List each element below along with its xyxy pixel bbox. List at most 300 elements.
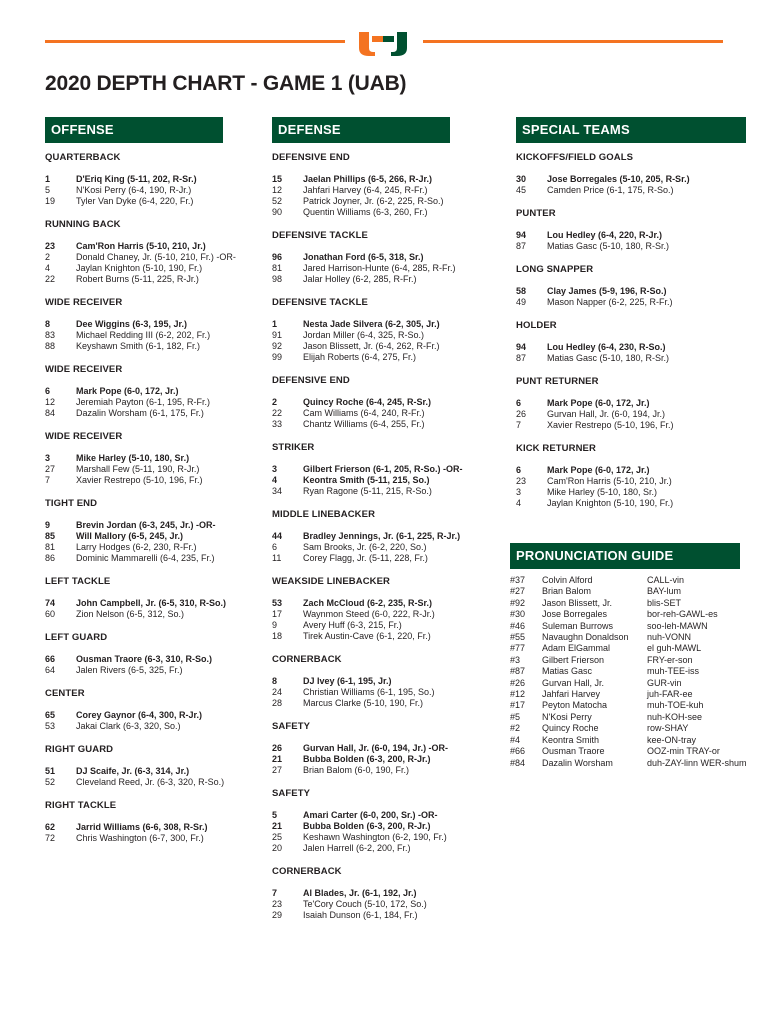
position-group: [272, 297, 450, 363]
player-number: 21: [272, 821, 283, 831]
player-row: [516, 420, 746, 431]
position-group: [272, 442, 463, 497]
pronunciation-phonetic: kee-ON-tray: [647, 734, 697, 745]
player-info: Zach McCloud (6-2, 235, R-Sr.): [303, 598, 433, 608]
player-info: Gilbert Frierson (6-1, 205, R-So.) -OR-: [303, 464, 463, 474]
player-row: [272, 910, 450, 921]
player-row: [45, 654, 223, 665]
player-row: [45, 710, 223, 721]
player-row: [516, 465, 746, 476]
player-number: 12: [45, 397, 56, 407]
pronunciation-number: #30: [510, 609, 526, 620]
player-row: [272, 832, 450, 843]
pronunciation-phonetic: juh-FAR-ee: [647, 689, 693, 700]
pronunciation-row: [510, 609, 740, 620]
header-rule-left: [45, 40, 345, 43]
player-info: Dazalin Worsham (6-1, 175, Fr.): [76, 408, 204, 418]
pronunciation-number: #87: [510, 666, 526, 677]
player-info: Brian Balom (6-0, 190, Fr.): [303, 765, 410, 775]
player-info: Chris Washington (6-7, 300, Fr.): [76, 833, 204, 843]
player-row: [516, 398, 746, 409]
player-number: 8: [272, 676, 278, 686]
pronunciation-phonetic: muh-TOE-kuh: [647, 700, 704, 711]
player-row: [45, 408, 223, 419]
position-group: [272, 721, 450, 776]
special-teams-groups: [516, 152, 746, 509]
pronunciation-number: #37: [510, 575, 526, 585]
offense-groups: [45, 152, 236, 844]
position-group: [272, 375, 450, 430]
player-number: 23: [516, 476, 527, 486]
pronunciation-player: Adam ElGammal: [542, 643, 611, 654]
player-info: Te'Cory Couch (5-10, 172, So.): [303, 899, 427, 909]
pronunciation-player: Ousman Traore: [542, 746, 605, 757]
player-number: 81: [272, 263, 283, 273]
position-group: [45, 800, 223, 844]
player-number: 84: [45, 408, 56, 418]
position-name: MIDDLE LINEBACKER: [272, 509, 376, 520]
player-number: 34: [272, 486, 283, 496]
player-row: [516, 487, 746, 498]
player-info: Will Mallory (6-5, 245, Jr.): [76, 531, 183, 541]
player-number: 25: [272, 832, 283, 842]
position-group: [516, 264, 746, 308]
player-number: 65: [45, 710, 56, 720]
player-info: Al Blades, Jr. (6-1, 192, Jr.): [303, 888, 417, 898]
player-info: Dominic Mammarelli (6-4, 235, Fr.): [76, 553, 215, 563]
player-info: Keyshawn Smith (6-1, 182, Fr.): [76, 341, 201, 351]
player-number: 99: [272, 352, 283, 362]
position-name: DEFENSIVE TACKLE: [272, 230, 368, 241]
player-number: 3: [272, 464, 278, 474]
player-row: [45, 319, 223, 330]
player-number: 11: [272, 553, 282, 563]
position-group: [272, 654, 450, 709]
position-name: LEFT TACKLE: [45, 576, 111, 587]
pronunciation-phonetic: CALL-vin: [647, 575, 685, 585]
position-name: CENTER: [45, 688, 85, 699]
pronunciation-phonetic: FRY-er-son: [647, 654, 693, 665]
player-info: Jeremiah Payton (6-1, 195, R-Fr.): [76, 397, 211, 407]
player-row: [272, 743, 450, 754]
position-name: STRIKER: [272, 442, 315, 453]
pronunciation-phonetic: nuh-VONN: [647, 632, 692, 643]
player-info: Lou Hedley (6-4, 220, R-Jr.): [547, 230, 663, 240]
position-group: [45, 744, 223, 788]
player-number: 53: [45, 721, 56, 731]
player-number: 64: [45, 665, 56, 675]
player-number: 9: [45, 520, 51, 530]
player-row: [45, 520, 223, 531]
player-info: Keshawn Washington (6-2, 190, Fr.): [303, 832, 447, 842]
pronunciation-phonetic: soo-leh-MAWN: [647, 620, 708, 631]
pronunciation-player: Suleman Burrows: [542, 620, 614, 631]
player-row: [45, 196, 223, 207]
player-row: [45, 397, 223, 408]
player-row: [272, 698, 450, 709]
player-info: Zion Nelson (6-5, 312, So.): [76, 609, 185, 619]
position-group: [45, 576, 227, 620]
player-number: 45: [516, 185, 527, 195]
player-info: Bubba Bolden (6-3, 200, R-Jr.): [303, 754, 431, 764]
player-number: 4: [272, 475, 278, 485]
player-number: 5: [45, 185, 51, 195]
player-row: [45, 542, 223, 553]
position-name: QUARTERBACK: [45, 152, 121, 163]
player-number: 7: [45, 475, 51, 485]
position-name: CORNERBACK: [272, 654, 342, 665]
pronunciation-player: Matias Gasc: [542, 666, 593, 677]
player-number: 2: [45, 252, 51, 262]
pronunciation-row: [510, 655, 740, 666]
pronunciation-row: [510, 621, 740, 632]
player-info: Keontra Smith (5-11, 215, So.): [303, 475, 430, 485]
player-row: [45, 777, 223, 788]
player-row: [272, 207, 450, 218]
player-row: [272, 419, 450, 430]
player-number: 52: [272, 196, 283, 206]
player-info: Mason Napper (6-2, 225, R-Fr.): [547, 297, 673, 307]
player-row: [272, 185, 450, 196]
pronunciation-player: Jose Borregales: [542, 609, 608, 620]
player-row: [516, 230, 746, 241]
pronunciation-number: #3: [510, 654, 521, 665]
player-info: D'Eriq King (5-11, 202, R-Sr.): [76, 174, 197, 184]
player-info: Mike Harley (5-10, 180, Sr.): [76, 453, 190, 463]
position-name: DEFENSIVE TACKLE: [272, 297, 368, 308]
player-info: Donald Chaney, Jr. (5-10, 210, Fr.) -OR-: [76, 252, 236, 262]
player-row: [272, 352, 450, 363]
player-number: 30: [516, 174, 527, 184]
player-number: 20: [272, 843, 283, 853]
player-info: Nesta Jade Silvera (6-2, 305, Jr.): [303, 319, 440, 329]
position-group: [272, 509, 461, 564]
player-row: [45, 252, 236, 263]
position-group: [516, 320, 746, 364]
pronunciation-row: [510, 598, 740, 609]
position-name: RIGHT TACKLE: [45, 800, 117, 811]
player-info: Dee Wiggins (6-3, 195, Jr.): [76, 319, 187, 329]
player-number: 87: [516, 241, 527, 251]
pronunciation-number: #55: [510, 632, 526, 643]
position-group: [516, 443, 746, 509]
player-number: 49: [516, 297, 527, 307]
player-number: 66: [45, 654, 56, 664]
pronunciation-row: [510, 632, 740, 643]
player-info: Matias Gasc (5-10, 180, R-Sr.): [547, 241, 670, 251]
position-name: DEFENSIVE END: [272, 152, 350, 163]
pronunciation-number: #5: [510, 711, 521, 722]
player-number: 24: [272, 687, 283, 697]
player-number: 1: [272, 319, 278, 329]
pronunciation-number: #4: [510, 734, 521, 745]
pronunciation-row: [510, 746, 740, 757]
player-info: DJ Ivey (6-1, 195, Jr.): [303, 676, 392, 686]
offense-column: [45, 117, 236, 856]
player-info: Elijah Roberts (6-4, 275, Fr.): [303, 352, 417, 362]
player-info: Lou Hedley (6-4, 230, R-So.): [547, 342, 666, 352]
player-info: Tirek Austin-Cave (6-1, 220, Fr.): [303, 631, 431, 641]
player-info: N'Kosi Perry (6-4, 190, R-Jr.): [76, 185, 192, 195]
player-info: Jalen Harrell (6-2, 200, Fr.): [303, 843, 411, 853]
player-number: 1: [45, 174, 51, 184]
player-row: [45, 766, 223, 777]
player-number: 27: [45, 464, 56, 474]
player-number: 94: [516, 230, 527, 240]
player-number: 6: [272, 542, 278, 552]
position-name: DEFENSIVE END: [272, 375, 350, 386]
player-number: 52: [45, 777, 56, 787]
player-info: Jaelan Phillips (6-5, 266, R-Jr.): [303, 174, 433, 184]
player-row: [45, 609, 223, 620]
player-info: Bradley Jennings, Jr. (6-1, 225, R-Jr.): [303, 531, 461, 541]
player-info: DJ Scaife, Jr. (6-3, 314, Jr.): [76, 766, 190, 776]
player-number: 12: [272, 185, 283, 195]
player-number: 4: [45, 263, 51, 273]
player-info: Cleveland Reed, Jr. (6-3, 320, R-So.): [76, 777, 225, 787]
pronunciation-player: Jahfari Harvey: [542, 689, 601, 700]
player-row: [272, 319, 450, 330]
position-group: [516, 376, 746, 431]
player-info: Corey Flagg, Jr. (5-11, 228, Fr.): [303, 553, 428, 563]
position-group: [45, 632, 223, 676]
player-row: [272, 687, 450, 698]
player-info: Jordan Miller (6-4, 325, R-So.): [303, 330, 425, 340]
position-name: LONG SNAPPER: [516, 264, 594, 275]
player-number: 85: [45, 531, 56, 541]
defense-groups: [272, 152, 463, 921]
player-number: 28: [272, 698, 283, 708]
player-info: Cam'Ron Harris (5-10, 210, Jr.): [547, 476, 672, 486]
player-info: Chantz Williams (6-4, 255, Fr.): [303, 419, 425, 429]
player-number: 8: [45, 319, 51, 329]
player-row: [272, 620, 450, 631]
offense-heading: OFFENSE: [45, 117, 223, 143]
pronunciation-phonetic: row-SHAY: [647, 723, 689, 734]
player-info: Jakai Clark (6-3, 320, So.): [76, 721, 181, 731]
player-number: 98: [272, 274, 283, 284]
position-group: [45, 297, 223, 352]
position-group: [45, 364, 223, 419]
player-row: [272, 542, 450, 553]
player-number: 88: [45, 341, 56, 351]
pronunciation-player: Dazalin Worsham: [542, 757, 613, 768]
position-name: SAFETY: [272, 788, 311, 799]
player-number: 7: [516, 420, 522, 430]
player-info: Jalar Holley (6-2, 285, R-Fr.): [303, 274, 417, 284]
player-number: 44: [272, 531, 283, 541]
player-number: 94: [516, 342, 527, 352]
player-number: 15: [272, 174, 283, 184]
player-row: [272, 899, 450, 910]
player-info: Jarrid Williams (6-6, 308, R-Sr.): [76, 822, 208, 832]
player-number: 27: [272, 765, 283, 775]
player-info: Larry Hodges (6-2, 230, R-Fr.): [76, 542, 197, 552]
player-number: 33: [272, 419, 283, 429]
position-name: KICKOFFS/FIELD GOALS: [516, 152, 634, 163]
pronunciation-phonetic: muh-TEE-iss: [647, 666, 700, 677]
player-row: [516, 297, 746, 308]
pronunciation-row: [510, 723, 740, 734]
player-number: 18: [272, 631, 283, 641]
player-number: 17: [272, 609, 283, 619]
defense-heading: DEFENSE: [272, 117, 450, 143]
pronunciation-player: Colvin Alford: [542, 575, 593, 585]
pronunciation-number: #66: [510, 746, 526, 757]
player-info: Marshall Few (5-11, 190, R-Jr.): [76, 464, 200, 474]
player-row: [516, 498, 746, 509]
player-row: [45, 453, 223, 464]
player-info: Bubba Bolden (6-3, 200, R-Jr.): [303, 821, 431, 831]
player-number: 60: [45, 609, 56, 619]
player-number: 21: [272, 754, 283, 764]
player-number: 3: [45, 453, 51, 463]
player-row: [272, 888, 450, 899]
position-name: RUNNING BACK: [45, 219, 121, 230]
player-info: Brevin Jordan (6-3, 245, Jr.) -OR-: [76, 520, 216, 530]
pronunciation-number: #77: [510, 643, 526, 654]
pronunciation-player: Gilbert Frierson: [542, 654, 605, 665]
pronunciation-number: #46: [510, 620, 526, 631]
pronunciation-phonetic: blis-SET: [647, 597, 682, 608]
player-row: [45, 553, 223, 564]
player-number: 9: [272, 620, 278, 630]
position-group: [45, 498, 223, 564]
player-row: [272, 252, 450, 263]
pronunciation-player: Navaughn Donaldson: [542, 632, 629, 643]
player-number: 51: [45, 766, 56, 776]
page-title: 2020 DEPTH CHART - GAME 1 (UAB): [45, 72, 407, 95]
player-row: [272, 486, 450, 497]
position-name: SAFETY: [272, 721, 311, 732]
position-name: RIGHT GUARD: [45, 744, 114, 755]
pronunciation-phonetic: duh-ZAY-linn WER-shum: [647, 757, 747, 768]
player-row: [272, 810, 450, 821]
player-number: 29: [272, 910, 283, 920]
position-group: [45, 688, 223, 732]
pronunciation-phonetic: bor-reh-GAWL-es: [647, 609, 718, 620]
position-name: LEFT GUARD: [45, 632, 108, 643]
player-number: 3: [516, 487, 522, 497]
pronunciation-row: [510, 643, 740, 654]
position-name: WIDE RECEIVER: [45, 297, 123, 308]
player-row: [516, 241, 746, 252]
player-number: 91: [272, 330, 283, 340]
pronunciation-row: [510, 678, 740, 689]
position-name: HOLDER: [516, 320, 557, 331]
player-info: Clay James (5-9, 196, R-So.): [547, 286, 667, 296]
player-info: Jaylan Knighton (5-10, 190, Fr.): [76, 263, 203, 273]
defense-column: [272, 117, 463, 933]
pronunciation-phonetic: el guh-MAWL: [647, 643, 702, 654]
position-group: [516, 152, 746, 196]
player-row: [45, 721, 223, 732]
player-number: 26: [272, 743, 283, 753]
player-info: Patrick Joyner, Jr. (6-2, 225, R-So.): [303, 196, 444, 206]
player-info: Isaiah Dunson (6-1, 184, Fr.): [303, 910, 418, 920]
player-number: 81: [45, 542, 56, 552]
pronunciation-number: #26: [510, 677, 526, 688]
player-number: 96: [272, 252, 283, 262]
player-row: [272, 475, 450, 486]
player-info: Tyler Van Dyke (6-4, 220, Fr.): [76, 196, 194, 206]
player-row: [272, 754, 450, 765]
position-name: KICK RETURNER: [516, 443, 596, 454]
player-row: [45, 341, 223, 352]
player-info: Cam'Ron Harris (5-10, 210, Jr.): [76, 241, 206, 251]
header-rule-right: [423, 40, 723, 43]
position-name: PUNTER: [516, 208, 556, 219]
player-row: [272, 598, 450, 609]
player-row: [272, 676, 450, 687]
player-number: 74: [45, 598, 56, 608]
pronunciation-player: Quincy Roche: [542, 723, 599, 734]
player-row: [272, 843, 450, 854]
pronunciation-number: #27: [510, 586, 526, 597]
pronunciation-player: Gurvan Hall, Jr.: [542, 677, 605, 688]
player-info: Mark Pope (6-0, 172, Jr.): [547, 398, 650, 408]
player-info: Jared Harrison-Hunte (6-4, 285, R-Fr.): [303, 263, 456, 273]
player-number: 4: [516, 498, 522, 508]
player-info: Christian Williams (6-1, 195, So.): [303, 687, 435, 697]
player-row: [516, 353, 746, 364]
pronunciation-row: [510, 712, 740, 723]
player-row: [45, 598, 227, 609]
player-number: 86: [45, 553, 56, 563]
player-info: Jalen Rivers (6-5, 325, Fr.): [76, 665, 183, 675]
pronunciation-list: [510, 575, 747, 769]
player-info: Jonathan Ford (6-5, 318, Sr.): [303, 252, 424, 262]
pronunciation-row: [510, 586, 740, 597]
player-info: Xavier Restrepo (5-10, 196, Fr.): [547, 420, 674, 430]
position-name: PUNT RETURNER: [516, 376, 599, 387]
position-group: [272, 230, 456, 285]
player-info: Gurvan Hall, Jr. (6-0, 194, Jr.) -OR-: [303, 743, 449, 753]
pronunciation-player: Brian Balom: [542, 586, 592, 597]
position-group: [272, 152, 450, 218]
player-row: [45, 274, 223, 285]
pronunciation-number: #92: [510, 597, 526, 608]
pronunciation-phonetic: nuh-KOH-see: [647, 711, 703, 722]
pronunciation-player: Peyton Matocha: [542, 700, 608, 711]
pronunciation-row: [510, 575, 740, 586]
player-row: [272, 464, 463, 475]
player-number: 58: [516, 286, 527, 296]
position-group: [45, 152, 223, 207]
player-number: 7: [272, 888, 278, 898]
player-info: Ousman Traore (6-3, 310, R-So.): [76, 654, 213, 664]
player-info: Mark Pope (6-0, 172, Jr.): [76, 386, 179, 396]
player-number: 5: [272, 810, 278, 820]
pronunciation-phonetic: BAY-lum: [647, 586, 682, 597]
player-row: [272, 408, 450, 419]
position-name: CORNERBACK: [272, 866, 342, 877]
player-number: 87: [516, 353, 527, 363]
player-row: [45, 665, 223, 676]
player-number: 26: [516, 409, 527, 419]
player-number: 6: [516, 465, 522, 475]
player-info: Jose Borregales (5-10, 205, R-Sr.): [547, 174, 690, 184]
pronunciation-player: Keontra Smith: [542, 734, 600, 745]
player-info: Jason Blissett, Jr. (6-4, 262, R-Fr.): [303, 341, 440, 351]
position-name: WEAKSIDE LINEBACKER: [272, 576, 391, 587]
player-row: [272, 274, 450, 285]
player-row: [45, 263, 223, 274]
player-row: [272, 341, 450, 352]
player-row: [516, 286, 746, 297]
position-group: [272, 576, 450, 642]
pronunciation-row: [510, 689, 740, 700]
